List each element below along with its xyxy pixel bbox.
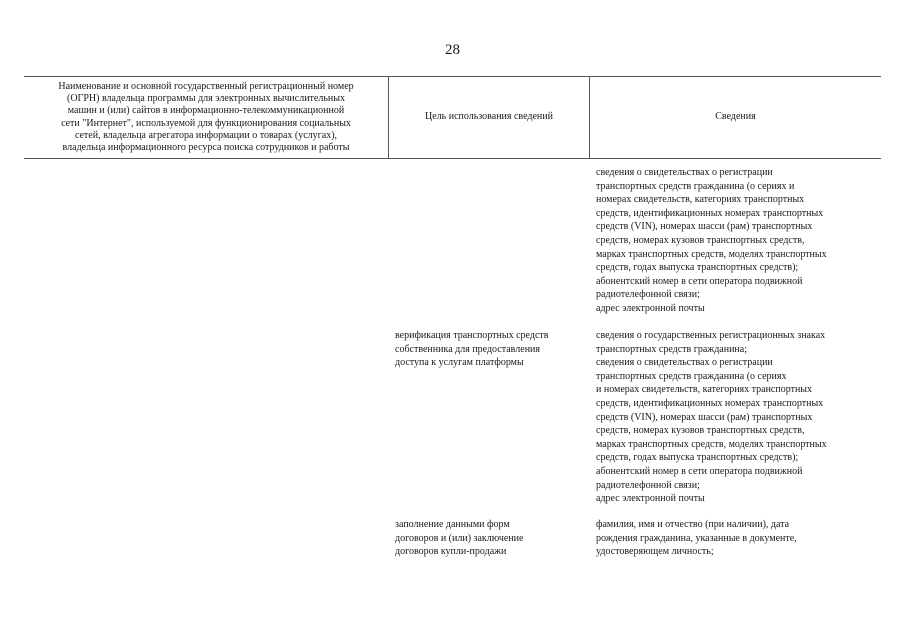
table-row-1-info	[596, 166, 881, 316]
info-line: абонентский номер в сети оператора подвижной	[596, 465, 803, 477]
info-line: сведения о свидетельствах о регистрации	[596, 357, 773, 369]
purpose-line: договоров и (или) заключение	[395, 532, 524, 544]
header-owner-line: Наименование и основной государственный регистрационный номер	[58, 80, 354, 92]
info-line: номерах свидетельств, категориях транспортных	[596, 194, 805, 206]
table-row-2-info	[596, 329, 881, 506]
header-owner-text	[58, 81, 353, 154]
info-line: средств, годах выпуска транспортных средств);	[596, 452, 799, 464]
header-info: Сведения	[715, 111, 756, 123]
purpose-line: заполнение данными форм	[395, 519, 510, 530]
page-number: 28	[445, 42, 460, 58]
header-owner-line: владельца информационного ресурса поиска сотрудников и работы	[62, 141, 350, 153]
table-row-3-purpose	[395, 518, 587, 559]
purpose-line: договоров купли-продажи	[395, 546, 507, 558]
info-line: транспортных средств гражданина (о сериях и	[596, 180, 795, 192]
info-line: средств, идентификационных номерах транспортных	[596, 207, 824, 219]
header-owner	[24, 77, 388, 158]
info-line: сведения о свидетельствах о регистрации	[596, 167, 773, 178]
info-line: и номерах свидетельств, категориях транспортных	[596, 384, 813, 396]
header-owner-line: машин и (или) сайтов в информационно-телекоммуникационной	[67, 105, 345, 117]
info-line: адрес электронной почты	[596, 493, 705, 505]
info-line: марках транспортных средств, моделях транспортных	[596, 438, 827, 450]
info-line: средств, идентификационных номерах транспортных	[596, 397, 824, 409]
info-line: марках транспортных средств, моделях транспортных	[596, 248, 827, 260]
info-line: фамилия, имя и отчество (при наличии), дата	[596, 519, 790, 530]
info-line: средств, номерах кузовов транспортных средств,	[596, 425, 805, 437]
info-line: средств (VIN), номерах шасси (рам) транспортных	[596, 221, 813, 233]
table-row-3-info	[596, 518, 881, 559]
info-line: рождения гражданина, указанные в документе,	[596, 532, 797, 544]
header-purpose: Цель использования сведений	[425, 111, 553, 123]
table-header-bottom-rule	[24, 158, 881, 159]
table-row-2-purpose	[395, 329, 587, 370]
info-line: радиотелефонной связи;	[596, 289, 700, 301]
purpose-line: собственника для предоставления	[395, 343, 540, 355]
info-line: транспортных средств гражданина (о сериях	[596, 370, 787, 382]
header-owner-line: сети "Интернет", используемой для функционирования социальных	[61, 117, 351, 129]
info-line: радиотелефонной связи;	[596, 479, 700, 491]
info-line: средств, номерах кузовов транспортных средств,	[596, 234, 805, 246]
info-line: средств, годах выпуска транспортных средств);	[596, 262, 799, 274]
info-line: средств (VIN), номерах шасси (рам) транспортных	[596, 411, 813, 423]
purpose-line: верификация транспортных средств	[395, 330, 549, 341]
header-owner-line: сетей, владельца агрегатора информации о товарах (услугах),	[74, 129, 338, 141]
info-line: удостоверяющем личность;	[596, 546, 714, 558]
info-line: сведения о государственных регистрационных знаках	[596, 330, 826, 341]
header-owner-line: (ОГРН) владельца программы для электронных вычислительных	[67, 93, 345, 105]
info-line: абонентский номер в сети оператора подвижной	[596, 275, 803, 287]
purpose-line: доступа к услугам платформы	[395, 357, 524, 369]
info-line: транспортных средств гражданина;	[596, 343, 747, 355]
info-line: адрес электронной почты	[596, 302, 705, 314]
